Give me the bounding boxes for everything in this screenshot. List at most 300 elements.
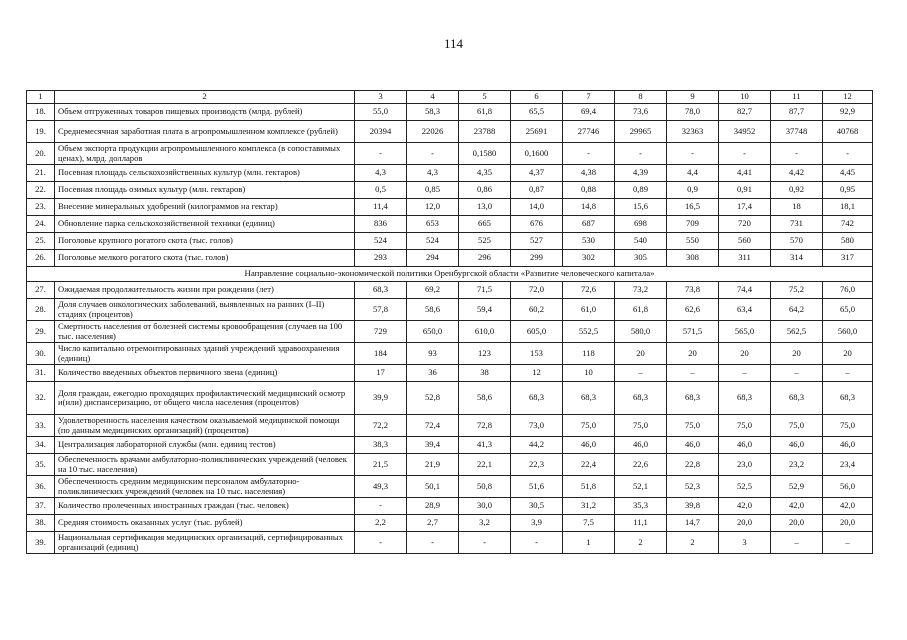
value-cell: 3,2 xyxy=(459,515,511,532)
value-cell: 73,6 xyxy=(615,104,667,121)
value-cell: 15,6 xyxy=(615,199,667,216)
value-cell: 2,2 xyxy=(355,515,407,532)
value-cell: 3 xyxy=(719,532,771,554)
value-cell: 836 xyxy=(355,216,407,233)
value-cell: 32363 xyxy=(667,121,719,143)
value-cell: 2 xyxy=(667,532,719,554)
value-cell: 4,35 xyxy=(459,165,511,182)
value-cell: 13,0 xyxy=(459,199,511,216)
value-cell: 75,0 xyxy=(771,415,823,437)
table-row xyxy=(27,321,873,343)
value-cell: 565,0 xyxy=(719,321,771,343)
table-row xyxy=(27,282,873,299)
value-cell: 550 xyxy=(667,233,719,250)
value-cell: - xyxy=(719,143,771,165)
value-cell: 93 xyxy=(407,343,459,365)
value-cell: 560,0 xyxy=(823,321,873,343)
header-cell: 2 xyxy=(55,91,355,104)
row-number: 37. xyxy=(27,498,55,515)
value-cell: 4,45 xyxy=(823,165,873,182)
value-cell: 37748 xyxy=(771,121,823,143)
table-row xyxy=(27,454,873,476)
indicator-name: Обновление парка сельскохозяйственной техники (единиц) xyxy=(55,216,355,233)
value-cell: 72,0 xyxy=(511,282,563,299)
row-number: 21. xyxy=(27,165,55,182)
value-cell: 21,5 xyxy=(355,454,407,476)
table-row xyxy=(27,498,873,515)
value-cell: 65,0 xyxy=(823,299,873,321)
value-cell: 65,5 xyxy=(511,104,563,121)
value-cell: 23788 xyxy=(459,121,511,143)
value-cell: 42,0 xyxy=(823,498,873,515)
indicator-name: Смертность населения от болезней системы кровообращения (случаев на 100 тыс. населения) xyxy=(55,321,355,343)
value-cell: 75,0 xyxy=(719,415,771,437)
table-row xyxy=(27,199,873,216)
section-title: Направление социально-экономической политики Оренбургской области «Развитие человеческого капитала» xyxy=(27,267,873,282)
value-cell: 34952 xyxy=(719,121,771,143)
table-row xyxy=(27,382,873,415)
value-cell: 20394 xyxy=(355,121,407,143)
value-cell: 0,1580 xyxy=(459,143,511,165)
value-cell: 299 xyxy=(511,250,563,267)
value-cell: - xyxy=(355,498,407,515)
header-cell: 4 xyxy=(407,91,459,104)
value-cell: 571,5 xyxy=(667,321,719,343)
value-cell: 22,3 xyxy=(511,454,563,476)
value-cell: 11,4 xyxy=(355,199,407,216)
value-cell: 317 xyxy=(823,250,873,267)
table-row xyxy=(27,476,873,498)
value-cell: 42,0 xyxy=(771,498,823,515)
value-cell: 527 xyxy=(511,233,563,250)
value-cell: 20,0 xyxy=(823,515,873,532)
value-cell: 87,7 xyxy=(771,104,823,121)
value-cell: – xyxy=(823,365,873,382)
value-cell: 14,0 xyxy=(511,199,563,216)
value-cell: 0,85 xyxy=(407,182,459,199)
table-row xyxy=(27,182,873,199)
value-cell: - xyxy=(407,532,459,554)
value-cell: 687 xyxy=(563,216,615,233)
value-cell: 2,7 xyxy=(407,515,459,532)
section-row xyxy=(27,267,873,282)
table-row xyxy=(27,343,873,365)
value-cell: 21,9 xyxy=(407,454,459,476)
row-number: 33. xyxy=(27,415,55,437)
value-cell: 51,8 xyxy=(563,476,615,498)
value-cell: 73,8 xyxy=(667,282,719,299)
value-cell: 78,0 xyxy=(667,104,719,121)
header-cell: 6 xyxy=(511,91,563,104)
value-cell: 562,5 xyxy=(771,321,823,343)
value-cell: - xyxy=(511,532,563,554)
indicator-name: Обеспеченность врачами амбулаторно-поликлинических учреждений (человек на 10 тыс. населения) xyxy=(55,454,355,476)
value-cell: 525 xyxy=(459,233,511,250)
value-cell: 69,2 xyxy=(407,282,459,299)
table-row xyxy=(27,104,873,121)
row-number: 22. xyxy=(27,182,55,199)
value-cell: 61,0 xyxy=(563,299,615,321)
row-number: 18. xyxy=(27,104,55,121)
value-cell: 22,1 xyxy=(459,454,511,476)
value-cell: 52,1 xyxy=(615,476,667,498)
row-number: 25. xyxy=(27,233,55,250)
value-cell: 610,0 xyxy=(459,321,511,343)
value-cell: 20,0 xyxy=(719,515,771,532)
value-cell: 22,6 xyxy=(615,454,667,476)
value-cell: 524 xyxy=(407,233,459,250)
value-cell: 23,2 xyxy=(771,454,823,476)
value-cell: 75,0 xyxy=(563,415,615,437)
value-cell: 7,5 xyxy=(563,515,615,532)
value-cell: 46,0 xyxy=(563,437,615,454)
value-cell: 61,8 xyxy=(459,104,511,121)
indicator-name: Средняя стоимость оказанных услуг (тыс. рублей) xyxy=(55,515,355,532)
value-cell: 52,5 xyxy=(719,476,771,498)
value-cell: 42,0 xyxy=(719,498,771,515)
table-row xyxy=(27,233,873,250)
value-cell: 20 xyxy=(719,343,771,365)
value-cell: 12 xyxy=(511,365,563,382)
value-cell: 69,4 xyxy=(563,104,615,121)
value-cell: 0,89 xyxy=(615,182,667,199)
value-cell: 82,7 xyxy=(719,104,771,121)
value-cell: - xyxy=(771,143,823,165)
value-cell: 22,4 xyxy=(563,454,615,476)
value-cell: – xyxy=(667,365,719,382)
row-number: 34. xyxy=(27,437,55,454)
value-cell: 46,0 xyxy=(667,437,719,454)
value-cell: 742 xyxy=(823,216,873,233)
value-cell: 14,7 xyxy=(667,515,719,532)
value-cell: 1 xyxy=(563,532,615,554)
value-cell: 3,9 xyxy=(511,515,563,532)
value-cell: 62,6 xyxy=(667,299,719,321)
value-cell: 10 xyxy=(563,365,615,382)
row-number: 35. xyxy=(27,454,55,476)
value-cell: 4,3 xyxy=(407,165,459,182)
indicator-name: Количество пролеченных иностранных граждан (тыс. человек) xyxy=(55,498,355,515)
value-cell: 0,91 xyxy=(719,182,771,199)
row-number: 30. xyxy=(27,343,55,365)
value-cell: 68,3 xyxy=(771,382,823,415)
value-cell: 57,8 xyxy=(355,299,407,321)
row-number: 27. xyxy=(27,282,55,299)
value-cell: 570 xyxy=(771,233,823,250)
indicator-name: Поголовье крупного рогатого скота (тыс. голов) xyxy=(55,233,355,250)
table-row xyxy=(27,143,873,165)
indicator-name: Число капитально отремонтированных зданий учреждений здравоохранения (единиц) xyxy=(55,343,355,365)
value-cell: 68,3 xyxy=(719,382,771,415)
value-cell: 73,2 xyxy=(615,282,667,299)
value-cell: 38 xyxy=(459,365,511,382)
value-cell: 68,3 xyxy=(667,382,719,415)
value-cell: 0,86 xyxy=(459,182,511,199)
value-cell: 72,6 xyxy=(563,282,615,299)
value-cell: 73,0 xyxy=(511,415,563,437)
value-cell: 71,5 xyxy=(459,282,511,299)
indicator-name: Объем экспорта продукции агропромышленного комплекса (в сопоставимых ценах), млрд. долларов xyxy=(55,143,355,165)
header-cell: 7 xyxy=(563,91,615,104)
row-number: 23. xyxy=(27,199,55,216)
value-cell: 16,5 xyxy=(667,199,719,216)
indicator-name: Поголовье мелкого рогатого скота (тыс. голов) xyxy=(55,250,355,267)
value-cell: 60,2 xyxy=(511,299,563,321)
indicator-name: Доля случаев онкологических заболеваний, выявленных на ранних (I–II) стадиях (процентов) xyxy=(55,299,355,321)
value-cell: 38,3 xyxy=(355,437,407,454)
table-row xyxy=(27,250,873,267)
value-cell: 68,3 xyxy=(823,382,873,415)
value-cell: 731 xyxy=(771,216,823,233)
page-number: 114 xyxy=(443,36,464,51)
indicator-name: Посевная площадь озимых культур (млн. гектаров) xyxy=(55,182,355,199)
row-number: 28. xyxy=(27,299,55,321)
table-row xyxy=(27,121,873,143)
table-row xyxy=(27,437,873,454)
value-cell: - xyxy=(823,143,873,165)
value-cell: 729 xyxy=(355,321,407,343)
value-cell: 698 xyxy=(615,216,667,233)
header-cell: 3 xyxy=(355,91,407,104)
value-cell: 184 xyxy=(355,343,407,365)
value-cell: 653 xyxy=(407,216,459,233)
value-cell: 41,3 xyxy=(459,437,511,454)
value-cell: 56,0 xyxy=(823,476,873,498)
indicator-name: Объем отгруженных товаров пищевых производств (млрд. рублей) xyxy=(55,104,355,121)
value-cell: 20,0 xyxy=(771,515,823,532)
value-cell: – xyxy=(771,532,823,554)
value-cell: 58,6 xyxy=(459,382,511,415)
value-cell: 22,8 xyxy=(667,454,719,476)
value-cell: 92,9 xyxy=(823,104,873,121)
value-cell: 27746 xyxy=(563,121,615,143)
indicators-table xyxy=(26,90,873,554)
value-cell: 72,4 xyxy=(407,415,459,437)
value-cell: 52,9 xyxy=(771,476,823,498)
row-number: 38. xyxy=(27,515,55,532)
value-cell: 30,5 xyxy=(511,498,563,515)
value-cell: 580,0 xyxy=(615,321,667,343)
table-row xyxy=(27,515,873,532)
value-cell: 61,8 xyxy=(615,299,667,321)
value-cell: 36 xyxy=(407,365,459,382)
value-cell: - xyxy=(667,143,719,165)
value-cell: 293 xyxy=(355,250,407,267)
value-cell: 11,1 xyxy=(615,515,667,532)
value-cell: 0,88 xyxy=(563,182,615,199)
value-cell: 4,42 xyxy=(771,165,823,182)
value-cell: 540 xyxy=(615,233,667,250)
row-number: 24. xyxy=(27,216,55,233)
row-number: 36. xyxy=(27,476,55,498)
value-cell: 31,2 xyxy=(563,498,615,515)
indicator-name: Централизация лабораторной службы (млн. единиц тестов) xyxy=(55,437,355,454)
value-cell: 23,4 xyxy=(823,454,873,476)
value-cell: 75,2 xyxy=(771,282,823,299)
table-row xyxy=(27,216,873,233)
value-cell: 0,92 xyxy=(771,182,823,199)
value-cell: 39,8 xyxy=(667,498,719,515)
value-cell: 18 xyxy=(771,199,823,216)
value-cell: 0,87 xyxy=(511,182,563,199)
value-cell: 20 xyxy=(615,343,667,365)
value-cell: – xyxy=(615,365,667,382)
value-cell: 50,1 xyxy=(407,476,459,498)
value-cell: 58,6 xyxy=(407,299,459,321)
value-cell: 4,4 xyxy=(667,165,719,182)
table-row xyxy=(27,165,873,182)
value-cell: 665 xyxy=(459,216,511,233)
value-cell: 52,3 xyxy=(667,476,719,498)
value-cell: 25691 xyxy=(511,121,563,143)
value-cell: 305 xyxy=(615,250,667,267)
value-cell: 560 xyxy=(719,233,771,250)
value-cell: 55,0 xyxy=(355,104,407,121)
value-cell: 74,4 xyxy=(719,282,771,299)
indicator-name: Внесение минеральных удобрений (килограммов на гектар) xyxy=(55,199,355,216)
value-cell: - xyxy=(355,143,407,165)
value-cell: 75,0 xyxy=(615,415,667,437)
value-cell: - xyxy=(563,143,615,165)
value-cell: 63,4 xyxy=(719,299,771,321)
value-cell: 296 xyxy=(459,250,511,267)
indicator-name: Доля граждан, ежегодно проходящих профилактический медицинский осмотр и(или) диспансеризацию, от общего числа населения (процентов) xyxy=(55,382,355,415)
value-cell: 75,0 xyxy=(823,415,873,437)
value-cell: 44,2 xyxy=(511,437,563,454)
value-cell: 75,0 xyxy=(667,415,719,437)
value-cell: 59,4 xyxy=(459,299,511,321)
value-cell: 29965 xyxy=(615,121,667,143)
value-cell: 23,0 xyxy=(719,454,771,476)
row-number: 20. xyxy=(27,143,55,165)
value-cell: 58,3 xyxy=(407,104,459,121)
header-cell: 5 xyxy=(459,91,511,104)
value-cell: 51,6 xyxy=(511,476,563,498)
value-cell: 4,37 xyxy=(511,165,563,182)
value-cell: 2 xyxy=(615,532,667,554)
value-cell: 0,1600 xyxy=(511,143,563,165)
value-cell: 68,3 xyxy=(355,282,407,299)
value-cell: 524 xyxy=(355,233,407,250)
value-cell: - xyxy=(615,143,667,165)
value-cell: 0,5 xyxy=(355,182,407,199)
value-cell: – xyxy=(771,365,823,382)
value-cell: 50,8 xyxy=(459,476,511,498)
value-cell: 20 xyxy=(823,343,873,365)
header-row xyxy=(27,91,873,104)
value-cell: 0,95 xyxy=(823,182,873,199)
value-cell: 4,38 xyxy=(563,165,615,182)
value-cell: 294 xyxy=(407,250,459,267)
value-cell: 46,0 xyxy=(823,437,873,454)
value-cell: 68,3 xyxy=(511,382,563,415)
value-cell: 39,9 xyxy=(355,382,407,415)
value-cell: 308 xyxy=(667,250,719,267)
value-cell: 22026 xyxy=(407,121,459,143)
table-row xyxy=(27,299,873,321)
value-cell: 76,0 xyxy=(823,282,873,299)
value-cell: 302 xyxy=(563,250,615,267)
header-cell: 9 xyxy=(667,91,719,104)
row-number: 26. xyxy=(27,250,55,267)
header-cell: 10 xyxy=(719,91,771,104)
indicator-name: Количество введенных объектов первичного звена (единиц) xyxy=(55,365,355,382)
value-cell: 20 xyxy=(667,343,719,365)
indicator-name: Обеспеченность средним медицинским персоналом амбулаторно-поликлинических учреждений (человек на 10 тыс. населения) xyxy=(55,476,355,498)
value-cell: 4,39 xyxy=(615,165,667,182)
value-cell: 4,3 xyxy=(355,165,407,182)
row-number: 19. xyxy=(27,121,55,143)
indicator-name: Национальная сертификация медицинских организаций, сертифицированных организаций (единиц) xyxy=(55,532,355,554)
value-cell: 17 xyxy=(355,365,407,382)
value-cell: 709 xyxy=(667,216,719,233)
header-cell: 11 xyxy=(771,91,823,104)
value-cell: 18,1 xyxy=(823,199,873,216)
value-cell: 39,4 xyxy=(407,437,459,454)
value-cell: 12,0 xyxy=(407,199,459,216)
value-cell: 580 xyxy=(823,233,873,250)
value-cell: 20 xyxy=(771,343,823,365)
indicator-name: Среднемесячная заработная плата в агропромышленном комплексе (рублей) xyxy=(55,121,355,143)
value-cell: 720 xyxy=(719,216,771,233)
value-cell: 49,3 xyxy=(355,476,407,498)
value-cell: 650,0 xyxy=(407,321,459,343)
indicator-name: Посевная площадь сельскохозяйственных культур (млн. гектаров) xyxy=(55,165,355,182)
table-row xyxy=(27,415,873,437)
value-cell: 605,0 xyxy=(511,321,563,343)
indicator-name: Ожидаемая продолжительность жизни при рождении (лет) xyxy=(55,282,355,299)
value-cell: - xyxy=(459,532,511,554)
value-cell: 314 xyxy=(771,250,823,267)
value-cell: – xyxy=(823,532,873,554)
table-row xyxy=(27,532,873,554)
row-number: 29. xyxy=(27,321,55,343)
value-cell: 30,0 xyxy=(459,498,511,515)
value-cell: – xyxy=(719,365,771,382)
value-cell: 552,5 xyxy=(563,321,615,343)
value-cell: 676 xyxy=(511,216,563,233)
value-cell: 35,3 xyxy=(615,498,667,515)
value-cell: 311 xyxy=(719,250,771,267)
value-cell: 68,3 xyxy=(615,382,667,415)
value-cell: 14,8 xyxy=(563,199,615,216)
indicator-name: Удовлетворенность населения качеством оказываемой медицинской помощи (по данным медицинских организаций) (процентов) xyxy=(55,415,355,437)
value-cell: 46,0 xyxy=(719,437,771,454)
value-cell: 123 xyxy=(459,343,511,365)
header-cell: 8 xyxy=(615,91,667,104)
value-cell: 0,9 xyxy=(667,182,719,199)
value-cell: 118 xyxy=(563,343,615,365)
value-cell: 530 xyxy=(563,233,615,250)
value-cell: 46,0 xyxy=(615,437,667,454)
header-cell: 1 xyxy=(27,91,55,104)
value-cell: 72,8 xyxy=(459,415,511,437)
row-number: 31. xyxy=(27,365,55,382)
value-cell: - xyxy=(407,143,459,165)
value-cell: 40768 xyxy=(823,121,873,143)
value-cell: 46,0 xyxy=(771,437,823,454)
value-cell: 68,3 xyxy=(563,382,615,415)
value-cell: 64,2 xyxy=(771,299,823,321)
value-cell: 52,8 xyxy=(407,382,459,415)
value-cell: - xyxy=(355,532,407,554)
value-cell: 17,4 xyxy=(719,199,771,216)
value-cell: 28,9 xyxy=(407,498,459,515)
value-cell: 4,41 xyxy=(719,165,771,182)
row-number: 32. xyxy=(27,382,55,415)
value-cell: 72,2 xyxy=(355,415,407,437)
table-row xyxy=(27,365,873,382)
